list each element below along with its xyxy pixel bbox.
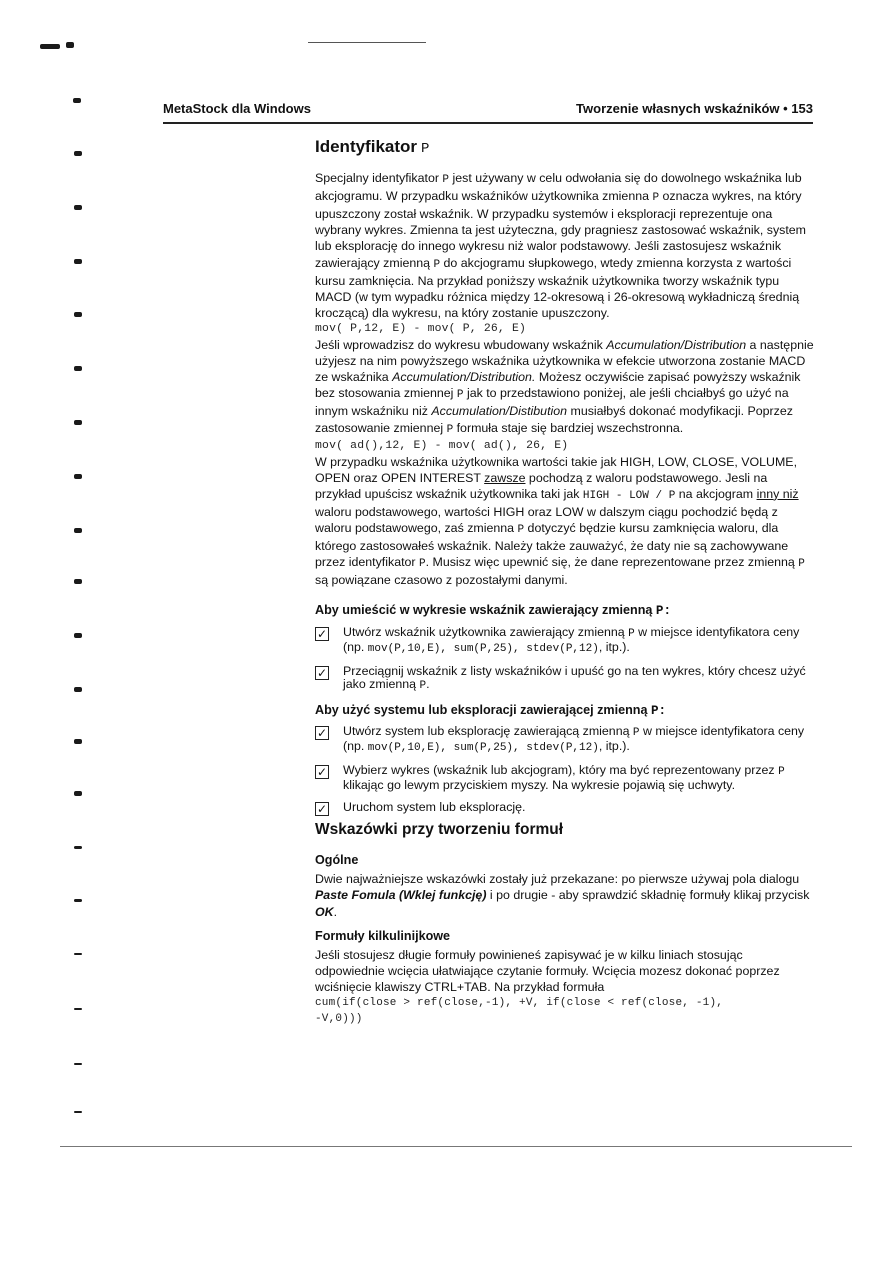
binding-mark <box>74 312 82 317</box>
page-body <box>315 137 815 1027</box>
binding-mark <box>74 420 82 425</box>
binding-mark <box>74 899 82 902</box>
code-example-3-line-2: -V,0))) <box>315 1013 363 1026</box>
binding-mark <box>74 528 82 533</box>
bottom-rule <box>60 1146 852 1147</box>
binding-mark <box>74 846 82 849</box>
inline-italic: Accumulation/Distibution <box>431 404 568 419</box>
inline-code: P <box>652 192 660 205</box>
inline-code: P <box>419 558 426 571</box>
inline-code: P <box>517 524 525 537</box>
inline-italic: Accumulation/Distribution <box>606 338 747 353</box>
header-book-title: MetaStock dla Windows <box>163 101 311 116</box>
binding-mark <box>66 42 74 48</box>
procedure-step-text: Utwórz system lub eksplorację zawierającą zmienną P w miejsce identyfikatora ceny (np. mov(P,10,E), sum(P,25), stdev(P,12), itp.). <box>343 723 805 755</box>
inline-code: P <box>778 765 785 778</box>
binding-mark <box>74 953 82 955</box>
procedure-title-2 <box>315 702 815 719</box>
procedure-list-2 <box>315 725 815 815</box>
top-rule <box>308 42 426 43</box>
section-title-text: Identyfikator <box>315 137 418 156</box>
inline-code: P <box>632 726 640 739</box>
inline-code: P <box>433 258 441 271</box>
inline-bold-italic: Paste Fomula (Wklej funkcję) <box>315 888 487 903</box>
inline-code: P <box>446 423 454 436</box>
procedure-title-1-text: Aby umieścić w wykresie wskaźnik zawierający zmienną <box>315 603 653 618</box>
binding-mark <box>74 474 82 479</box>
paragraph-2: Jeśli wprowadzisz do wykresu wbudowany wskaźnik Accumulation/Distribution a następnie użyjesz na nim powyższego wskaźnika użytkownika w efekcie utworzona zostanie MACD ze wskaźnika Accumulation/Distribution. Możesz oczywiście zapisać powyższy wskaźnik bez stosowania zmiennej P jak to przedstawiono poniżej, ale jeśli chciałbyś go użyć na innym wskaźniku niż Accumulation/Distibution musiałbyś dokonać modyfikacji. Poprzez zastosowanie zmiennej P formuła staje się bardziej wszechstronna. <box>315 338 814 436</box>
section-title-code: P <box>421 141 430 157</box>
procedure-list-1 <box>315 626 815 694</box>
procedure-step-text: Przeciągnij wskaźnik z listy wskaźników i upuść go na ten wykres, który chcesz użyć jako zmienną P. <box>343 663 806 693</box>
paragraph-3: W przypadku wskaźnika użytkownika wartości takie jak HIGH, LOW, CLOSE, VOLUME, OPEN oraz OPEN INTEREST zawsze pochodzą z waloru podstawowego. Jesli na przykład upuścisz wskaźnik użytkownika taki jak HIGH - LOW / P na akcjogram inny niż waloru podstawowego, wartości HIGH oraz LOW w dalszym ciągu pochodzić będą z waloru podstawowego, zaś zmienna P dotyczyć będzie kursu zamknięcia waloru, dla którego zastosowałeś wskaźnik. Należy także zauważyć, że daty nie są zachowywane przez identyfikator P. Musisz więc upewnić się, że dane reprezentowane przez zmienną P są powiązane czasowo z pozostałymi danymi. <box>315 454 805 588</box>
checkbox-icon: ✓ <box>316 725 328 740</box>
paragraph-1: Specjalny identyfikator P jest używany w celu odwołania się do dowolnego wskaźnika lub akcjogramu. W przypadku wskaźników użytkownika zmienna P oznacza wykres, na który upuszczony został wskaźnik. W przypadku systemów i eksploracji reprezentuje ona wybrany wykres. Zmienna ta jest użyteczna, gdy pragniesz zastosować wskaźnik, system lub eksplorację do innego wykresu niż walor podstawowy. Jeśli zastosujesz wskaźnik zawierający zmienną P do akcjogramu słupkowego, wtedy zmienna korzysta z wartości kursu zamknięcia. Na przykład poniższy wskaźnik użytkownika tworzy wskaźnik typu MACD (w tym wypadku różnica między 12-okresową i 26-okresową wykładniczą średnią kroczącą) dla wykresu, na który zostanie upuszczony. <box>315 171 806 320</box>
binding-marks <box>0 0 120 1263</box>
procedure-step <box>315 764 815 793</box>
paragraph-formuly: Jeśli stosujesz długie formuły powinieneś zapisywać je w kilku liniach stosując odpowiednie wcięcia ułatwiające czytanie formuły. Wcięcia mozesz dokonać poprzez wciśnięcie klawiszy CTRL+TAB. Na przykład formuła <box>315 947 780 994</box>
binding-mark <box>74 259 82 264</box>
binding-mark <box>74 739 82 744</box>
inline-code: mov(P,10,E), sum(P,25), stdev(P,12) <box>367 643 599 656</box>
binding-mark <box>74 633 82 638</box>
code-example-2: mov( ad(),12, E) - mov( ad(), 26, E) <box>315 439 569 452</box>
binding-mark <box>40 44 60 49</box>
checkbox-icon: ✓ <box>316 764 328 779</box>
header-chapter-page: Tworzenie własnych wskaźników • 153 <box>576 101 813 116</box>
procedure-title-1 <box>315 602 815 619</box>
procedure-step <box>315 665 815 694</box>
inline-code: P <box>456 389 464 402</box>
binding-mark <box>74 579 82 584</box>
procedure-step <box>315 801 815 815</box>
subsection-title-formuly: Formuły kilkulinijkowe <box>315 928 451 943</box>
binding-mark <box>74 366 82 371</box>
procedure-step-text: Utwórz wskaźnik użytkownika zawierający zmienną P w miejsce identyfikatora ceny (np. mov(P,10,E), sum(P,25), stdev(P,12), itp.). <box>343 624 800 656</box>
procedure-step-text: Wybierz wykres (wskaźnik lub akcjogram), który ma być reprezentowany przez P klikając go lewym przyciskiem myszy. Na wykresie pojawią się uchwyty. <box>343 762 785 793</box>
binding-mark <box>74 687 82 692</box>
inline-underline: inny niż <box>756 486 799 501</box>
checkbox-icon: ✓ <box>316 801 328 816</box>
code-example-3-line-1: cum(if(close > ref(close,-1), +V, if(close < ref(close, -1), <box>315 996 724 1009</box>
header-rule <box>163 122 813 124</box>
procedure-step <box>315 626 815 657</box>
section-title-identyfikator <box>315 139 815 157</box>
code-example-1: mov( P,12, E) - mov( P, 26, E) <box>315 322 527 335</box>
section-title-wskazowki: Wskazówki przy tworzeniu formuł <box>315 821 564 839</box>
binding-mark <box>74 1111 82 1113</box>
subsection-title-ogolne: Ogólne <box>315 853 359 868</box>
checkbox-icon: ✓ <box>316 626 328 641</box>
inline-code: P <box>442 174 450 187</box>
inline-code: mov(P,10,E), sum(P,25), stdev(P,12) <box>367 742 599 755</box>
inline-code: P <box>798 558 805 571</box>
procedure-step-text: Uruchom system lub eksplorację. <box>343 799 526 814</box>
checkbox-icon: ✓ <box>316 665 328 680</box>
procedure-title-1-code: P: <box>655 604 672 619</box>
inline-code: P <box>419 680 427 693</box>
binding-mark <box>74 205 82 210</box>
inline-code: P <box>628 627 635 640</box>
inline-bold-italic: OK <box>315 904 334 919</box>
procedure-step <box>315 725 815 756</box>
paragraph-ogolne: Dwie najważniejsze wskazówki zostały już przekazane: po pierwsze używaj pola dialogu Paste Fomula (Wklej funkcję) i po drugie - aby sprawdzić składnię formuły klikaj przycisk OK. <box>315 872 810 919</box>
inline-code: HIGH - LOW / P <box>582 489 676 502</box>
binding-mark <box>74 1063 82 1065</box>
procedure-title-2-code: P: <box>650 703 667 718</box>
inline-italic: Accumulation/Distribution. <box>392 370 536 385</box>
binding-mark <box>74 791 82 796</box>
binding-mark <box>74 151 82 156</box>
binding-mark <box>74 1008 82 1010</box>
inline-underline: zawsze <box>484 470 526 485</box>
procedure-title-2-text: Aby użyć systemu lub eksploracji zawierającej zmienną <box>315 702 648 717</box>
binding-mark <box>73 98 81 103</box>
